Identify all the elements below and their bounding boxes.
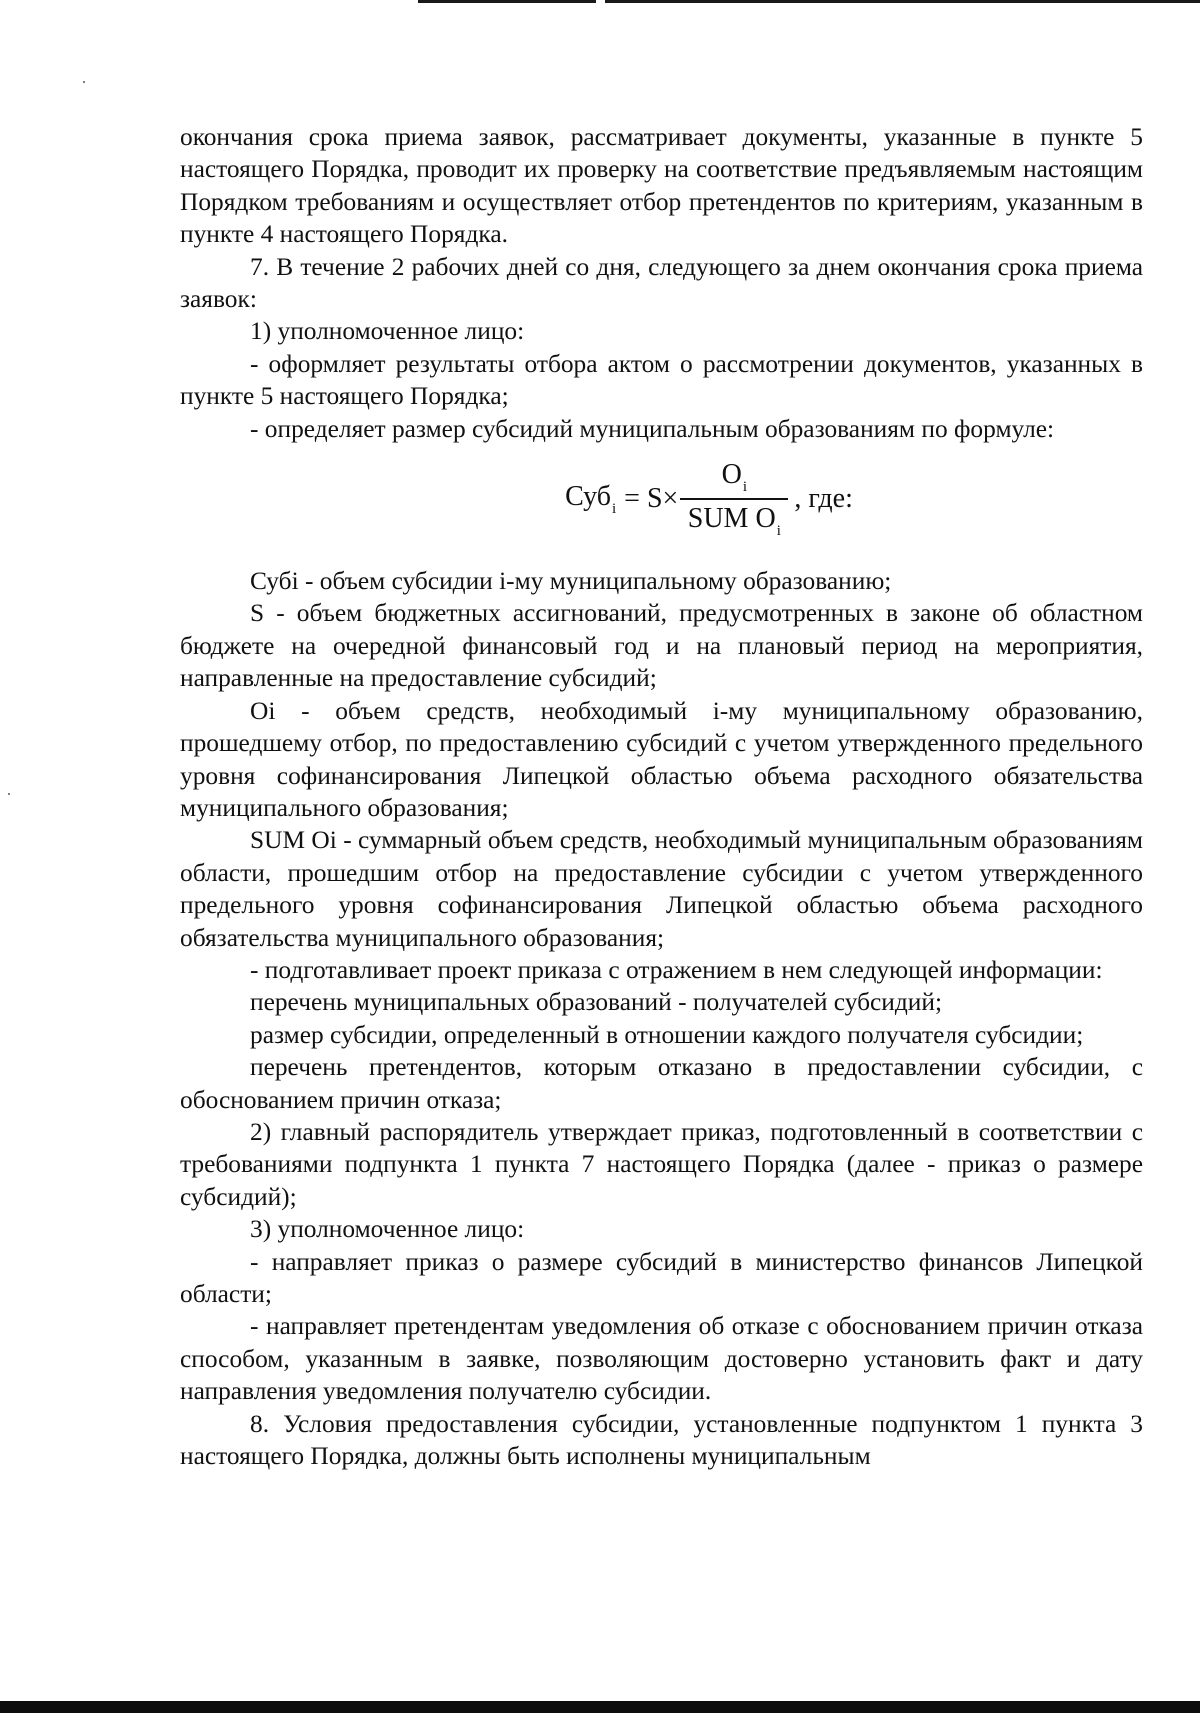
paragraph-subitem-1: 1) уполномоченное лицо: bbox=[250, 317, 525, 346]
paragraph-continuation: окончания срока приема заявок, рассматривает документы, указанные в пункте 5 настоящего Порядка, проводит их проверку на соответствие предъявляемым настоящим Порядком требованиям и осуществляет отбор претендентов по критериям, указанным в пункте 4 настоящего Порядка. bbox=[180, 123, 1143, 249]
scan-bottom-edge bbox=[0, 1701, 1200, 1713]
subsidy-formula bbox=[180, 447, 1143, 551]
scan-speck bbox=[8, 793, 10, 795]
paragraph-dash-formula: - определяет размер субсидий муниципальным образованиям по формуле: bbox=[250, 414, 1055, 443]
formula-denominator bbox=[682, 500, 787, 540]
paragraph-dash-act: - оформляет результаты отбора актом о рассмотрении документов, указанных в пункте 5 настоящего Порядка; bbox=[180, 349, 1143, 411]
paragraph-def-sub: Субi - объем субсидии i-му муниципальному образованию; bbox=[250, 567, 892, 596]
formula-lhs-subscript: i bbox=[611, 500, 617, 517]
formula-fraction bbox=[680, 458, 788, 540]
scan-top-line-right bbox=[605, 0, 1200, 3]
formula-numerator-text: O bbox=[721, 459, 742, 491]
formula-numerator bbox=[716, 458, 753, 498]
paragraph-dash-send-refusal: - направляет претендентам уведомления об отказе с обоснованием причин отказа способом, указанным в заявке, позволяющим достоверно установить факт и дату направления уведомления получателю субсидии. bbox=[180, 1312, 1143, 1406]
formula-tail: , где: bbox=[794, 482, 853, 514]
paragraph-dash-send-order: - направляет приказ о размере субсидий в министерство финансов Липецкой области; bbox=[180, 1247, 1143, 1308]
paragraph-subitem-3: 3) уполномоченное лицо: bbox=[250, 1215, 525, 1244]
paragraph-list-amount: размер субсидии, определенный в отношении каждого получателя субсидии; bbox=[250, 1020, 1084, 1049]
paragraph-def-s: S - объем бюджетных ассигнований, предусмотренных в законе об областном бюджете на очередной финансовый год и на плановый период на мероприятия, направленные на предоставление субсидий; bbox=[180, 599, 1143, 693]
scan-speck bbox=[83, 81, 85, 83]
paragraph-def-oi: Oi - объем средств, необходимый i-му муниципальному образованию, прошедшему отбор, по предоставлению субсидий с учетом утвержденного предельного уровня софинансирования Липецкой областью объема расходного обязательства муниципального образования; bbox=[180, 696, 1143, 822]
formula-lhs-text: Суб bbox=[565, 480, 611, 512]
paragraph-list-refused: перечень претендентов, которым отказано в предоставлении субсидии, с обоснованием причин отказа; bbox=[180, 1053, 1143, 1114]
paragraph-item-8: 8. Условия предоставления субсидии, установленные подпунктом 1 пункта 3 настоящего Порядка, должны быть исполнены муниципальным bbox=[180, 1409, 1143, 1471]
scan-top-line-left bbox=[418, 0, 596, 3]
paragraph-subitem-2: 2) главный распорядитель утверждает приказ, подготовленный в соответствии с требованиями подпункта 1 пункта 7 настоящего Порядка (далее - приказ о размере субсидий); bbox=[180, 1117, 1143, 1211]
formula-denominator-text: SUM O bbox=[687, 503, 776, 535]
formula-numerator-subscript: i bbox=[742, 479, 748, 496]
paragraph-item-7: 7. В течение 2 рабочих дней со дня, следующего за днем окончания срока приема заявок: bbox=[180, 252, 1143, 314]
formula-denominator-subscript: i bbox=[776, 523, 781, 540]
formula-equals-s: = S× bbox=[624, 482, 679, 514]
paragraph-dash-prepare-order: - подготавливает проект приказа с отражением в нем следующей информации: bbox=[250, 955, 1103, 984]
document-body bbox=[180, 121, 1143, 1472]
formula-lhs bbox=[565, 481, 616, 517]
paragraph-list-recipients: перечень муниципальных образований - получателей субсидий; bbox=[250, 988, 943, 1017]
paragraph-def-sum-oi: SUM Oi - суммарный объем средств, необходимый муниципальным образованиям области, прошедшим отбор на предоставление субсидии с учетом утвержденного предельного уровня софинансирования Липецкой областью объема расходного обязательства муниципального образования; bbox=[180, 826, 1143, 952]
